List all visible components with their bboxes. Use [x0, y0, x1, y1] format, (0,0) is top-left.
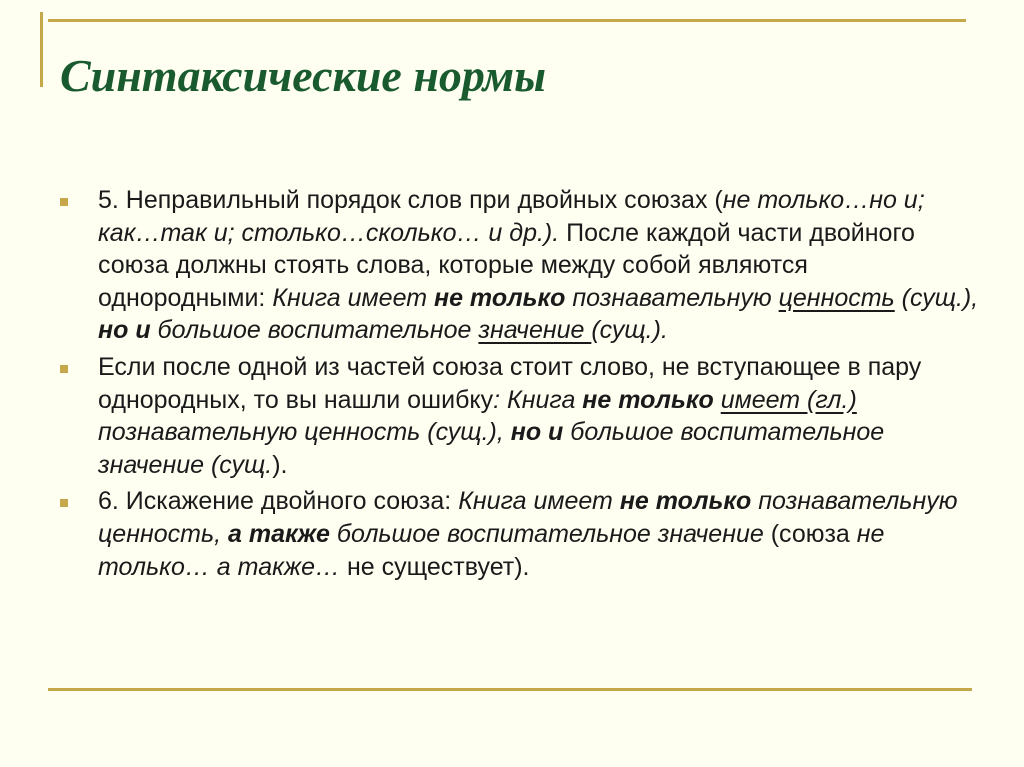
bullet-item-1 — [60, 184, 980, 347]
text-run: Книга имеет — [272, 283, 434, 312]
text-run: ). — [272, 450, 288, 479]
square-bullet-icon — [60, 499, 68, 507]
text-run: 6. Искажение двойного союза: — [98, 487, 459, 516]
text-run: но и — [510, 418, 564, 447]
text-run: познавательную ценность, — [98, 487, 958, 548]
text-run: (союза — [763, 519, 857, 548]
text-run: 5. Неправильный порядок слов при двойных союзах ( — [98, 186, 723, 214]
square-bullet-icon — [60, 198, 68, 206]
bullet-text — [98, 485, 980, 583]
text-run: ценность — [778, 283, 895, 312]
text-run: не только — [619, 487, 752, 516]
text-run: не только… а также… — [98, 519, 885, 581]
slide-title: Синтаксические нормы — [60, 50, 547, 101]
square-bullet-icon — [60, 365, 68, 373]
text-run: имеет (гл.) — [720, 385, 857, 414]
text-run: познавательную ценность (сущ.), — [98, 418, 511, 447]
text-run: (сущ.), — [894, 283, 979, 312]
text-run: значение — [478, 316, 592, 345]
bullet-item-3 — [60, 485, 980, 583]
slide-content — [60, 184, 980, 587]
text-run: но и — [98, 316, 151, 345]
bullet-text — [98, 184, 980, 347]
text-run: : Книга — [493, 385, 583, 414]
text-run: не существует). — [340, 552, 530, 581]
text-run: Если после одной из частей союза стоит слово, не вступающее в пару однородных, то вы нашли ошибку — [98, 352, 922, 414]
frame-left-line — [40, 12, 43, 87]
text-run: не только — [433, 283, 566, 312]
text-run — [714, 386, 721, 414]
frame-bottom-line — [48, 688, 972, 691]
text-run: После каждой части двойного союза должны стоять слова, которые между собой являются однородными: — [98, 218, 915, 312]
text-run: большое воспитательное значение — [329, 519, 764, 548]
frame-top-line — [48, 19, 966, 22]
bullet-text — [98, 351, 980, 481]
text-run: не только — [582, 385, 714, 414]
text-run: (сущ.). — [591, 316, 668, 345]
text-run: большое воспитательное значение (сущ. — [98, 418, 885, 479]
text-run: Книга имеет — [458, 487, 620, 516]
text-run: а также — [227, 519, 330, 548]
text-run: большое воспитательное — [150, 316, 479, 345]
text-run: познавательную — [565, 283, 779, 312]
text-run: не только…но и; как…так и; столько…сколько… и др.). — [98, 186, 925, 247]
bullet-item-2 — [60, 351, 980, 481]
